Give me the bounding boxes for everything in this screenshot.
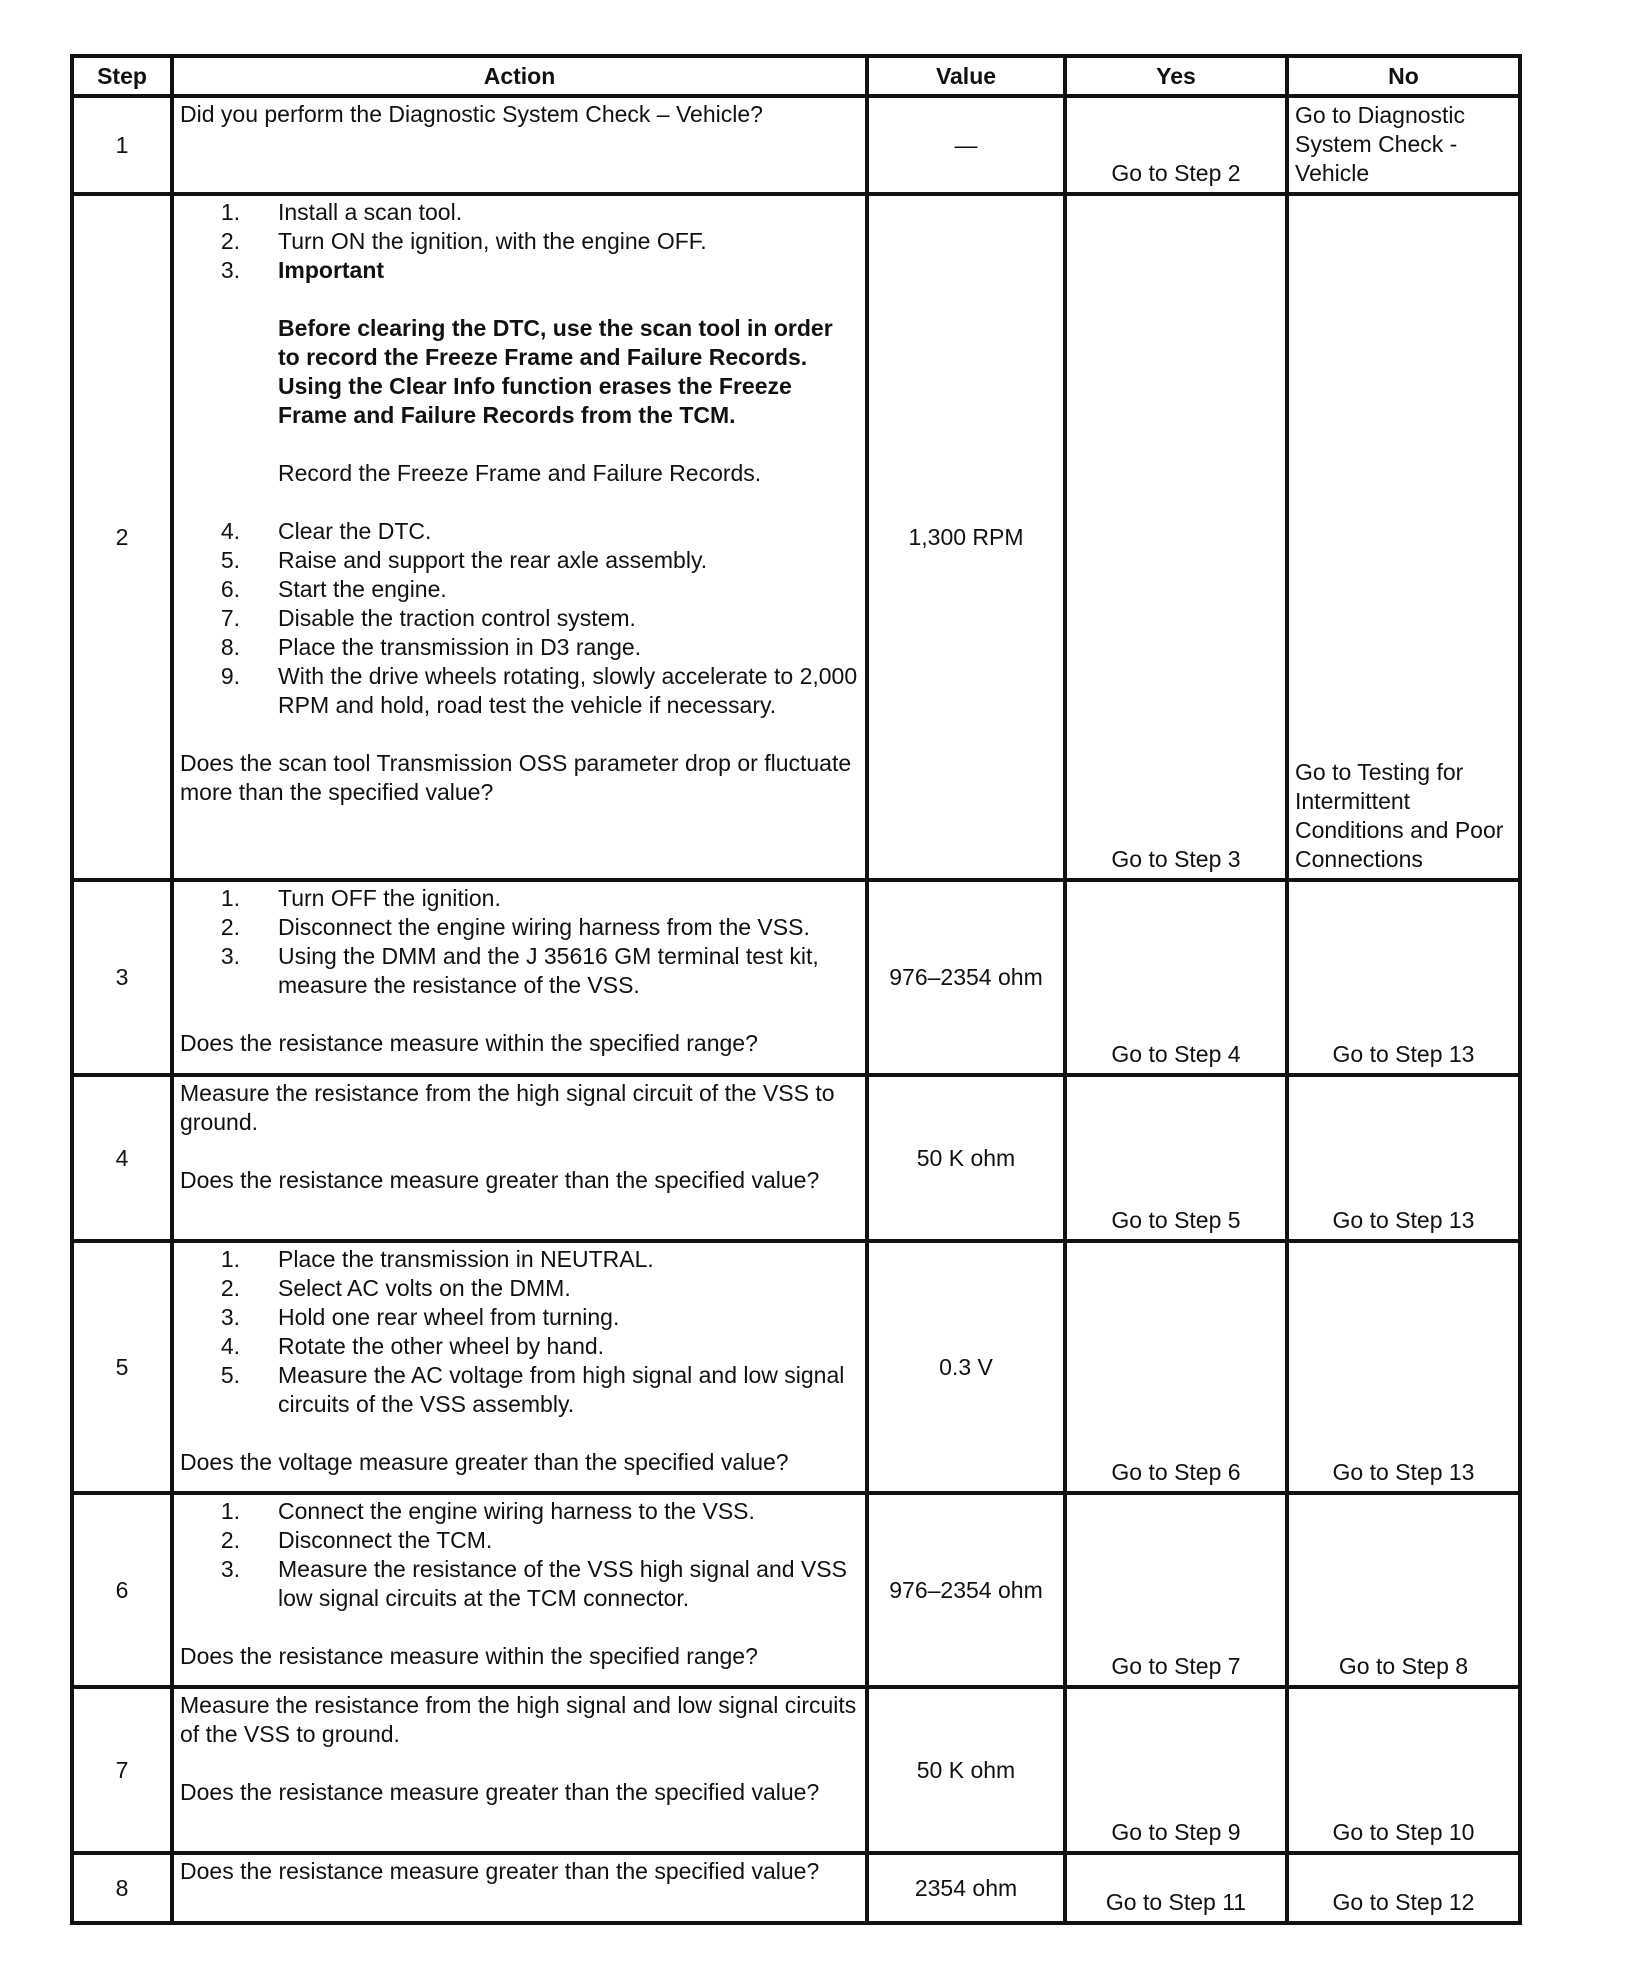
important-label: Important bbox=[278, 257, 385, 283]
no-cell: Go to Step 13 bbox=[1287, 1241, 1520, 1493]
action-cell bbox=[172, 1075, 867, 1241]
diagnostic-table-container bbox=[70, 54, 1518, 1925]
procedure-list bbox=[180, 517, 859, 720]
list-number: 1. bbox=[220, 1498, 240, 1524]
table-row bbox=[72, 1687, 1520, 1853]
action-cell bbox=[172, 1241, 867, 1493]
step-number: 2 bbox=[72, 194, 172, 880]
no-cell: Go to Diagnostic System Check - Vehicle bbox=[1287, 96, 1520, 194]
important-note: Before clearing the DTC, use the scan tool in order to record the Freeze Frame and Failure Records. Using the Clear Info function erases the Freeze Frame and Failure Records from the TCM. bbox=[278, 315, 833, 428]
list-text: Raise and support the rear axle assembly. bbox=[278, 547, 708, 573]
yes-cell: Go to Step 9 bbox=[1065, 1687, 1287, 1853]
no-cell: Go to Step 13 bbox=[1287, 1075, 1520, 1241]
list-number: 2. bbox=[220, 1275, 240, 1301]
action-question: Does the resistance measure within the specified range? bbox=[180, 1643, 758, 1669]
list-text: Rotate the other wheel by hand. bbox=[278, 1333, 605, 1359]
list-text: Disable the traction control system. bbox=[278, 605, 636, 631]
procedure-list bbox=[180, 1497, 859, 1613]
procedure-list bbox=[180, 198, 859, 285]
yes-cell: Go to Step 3 bbox=[1065, 194, 1287, 880]
list-item bbox=[180, 546, 859, 575]
list-item bbox=[180, 662, 859, 720]
list-item bbox=[180, 942, 859, 1000]
procedure-list bbox=[180, 884, 859, 1000]
no-cell: Go to Testing for Intermittent Conditions and Poor Connections bbox=[1287, 194, 1520, 880]
list-text: Place the transmission in NEUTRAL. bbox=[278, 1246, 654, 1272]
list-item bbox=[180, 517, 859, 546]
list-number: 3. bbox=[220, 1556, 240, 1582]
list-number: 5. bbox=[220, 547, 240, 573]
yes-cell: Go to Step 11 bbox=[1065, 1853, 1287, 1923]
table-row bbox=[72, 1493, 1520, 1687]
diagnostic-table bbox=[70, 54, 1522, 1925]
value-cell: — bbox=[867, 96, 1065, 194]
table-row bbox=[72, 1853, 1520, 1923]
action-cell bbox=[172, 1687, 867, 1853]
list-item bbox=[180, 604, 859, 633]
action-question: Does the resistance measure within the specified range? bbox=[180, 1030, 758, 1056]
action-cell bbox=[172, 96, 867, 194]
list-number: 8. bbox=[220, 634, 240, 660]
table-row bbox=[72, 1241, 1520, 1493]
list-item bbox=[180, 884, 859, 913]
step-number: 6 bbox=[72, 1493, 172, 1687]
step-number: 4 bbox=[72, 1075, 172, 1241]
step-number: 1 bbox=[72, 96, 172, 194]
value-cell: 2354 ohm bbox=[867, 1853, 1065, 1923]
step-number: 3 bbox=[72, 880, 172, 1075]
list-item bbox=[180, 256, 859, 285]
list-number: 7. bbox=[220, 605, 240, 631]
list-item bbox=[180, 1332, 859, 1361]
yes-cell: Go to Step 4 bbox=[1065, 880, 1287, 1075]
table-row bbox=[72, 96, 1520, 194]
value-cell: 976–2354 ohm bbox=[867, 880, 1065, 1075]
header-step: Step bbox=[72, 56, 172, 96]
list-text: Connect the engine wiring harness to the VSS. bbox=[278, 1498, 755, 1524]
no-cell: Go to Step 10 bbox=[1287, 1687, 1520, 1853]
yes-cell: Go to Step 2 bbox=[1065, 96, 1287, 194]
list-number: 2. bbox=[220, 1527, 240, 1553]
list-number: 2. bbox=[220, 228, 240, 254]
step-number: 8 bbox=[72, 1853, 172, 1923]
list-text: Measure the resistance of the VSS high signal and VSS low signal circuits at the TCM connector. bbox=[278, 1556, 847, 1611]
table-row bbox=[72, 1075, 1520, 1241]
list-text: Measure the AC voltage from high signal and low signal circuits of the VSS assembly. bbox=[278, 1362, 845, 1417]
action-question: Does the resistance measure greater than the specified value? bbox=[180, 1779, 820, 1805]
list-number: 2. bbox=[220, 914, 240, 940]
list-number: 5. bbox=[220, 1362, 240, 1388]
list-text: Disconnect the TCM. bbox=[278, 1527, 493, 1553]
no-cell: Go to Step 8 bbox=[1287, 1493, 1520, 1687]
list-number: 3. bbox=[220, 943, 240, 969]
list-text: Turn ON the ignition, with the engine OFF. bbox=[278, 228, 707, 254]
list-item bbox=[180, 913, 859, 942]
list-item bbox=[180, 198, 859, 227]
yes-cell: Go to Step 5 bbox=[1065, 1075, 1287, 1241]
action-cell bbox=[172, 1853, 867, 1923]
list-item bbox=[180, 575, 859, 604]
list-number: 1. bbox=[220, 199, 240, 225]
list-text: Place the transmission in D3 range. bbox=[278, 634, 642, 660]
list-number: 3. bbox=[220, 257, 240, 283]
action-question: Did you perform the Diagnostic System Check – Vehicle? bbox=[180, 101, 763, 127]
action-question: Does the resistance measure greater than the specified value? bbox=[180, 1167, 820, 1193]
header-yes: Yes bbox=[1065, 56, 1287, 96]
action-question: Does the voltage measure greater than the specified value? bbox=[180, 1449, 789, 1475]
table-row bbox=[72, 880, 1520, 1075]
list-number: 4. bbox=[220, 1333, 240, 1359]
list-item bbox=[180, 1245, 859, 1274]
list-number: 3. bbox=[220, 1304, 240, 1330]
no-cell: Go to Step 13 bbox=[1287, 880, 1520, 1075]
list-item bbox=[180, 1303, 859, 1332]
value-cell: 0.3 V bbox=[867, 1241, 1065, 1493]
list-item bbox=[180, 1555, 859, 1613]
list-text: With the drive wheels rotating, slowly accelerate to 2,000 RPM and hold, road test the vehicle if necessary. bbox=[278, 663, 858, 718]
list-number: 4. bbox=[220, 518, 240, 544]
action-instruction: Measure the resistance from the high signal circuit of the VSS to ground. bbox=[180, 1080, 835, 1135]
action-cell bbox=[172, 1493, 867, 1687]
list-item bbox=[180, 1274, 859, 1303]
header-no: No bbox=[1287, 56, 1520, 96]
value-cell: 976–2354 ohm bbox=[867, 1493, 1065, 1687]
list-item bbox=[180, 1526, 859, 1555]
action-cell bbox=[172, 194, 867, 880]
list-text: Disconnect the engine wiring harness from the VSS. bbox=[278, 914, 810, 940]
list-text: Select AC volts on the DMM. bbox=[278, 1275, 571, 1301]
list-text: Install a scan tool. bbox=[278, 199, 463, 225]
list-text: Start the engine. bbox=[278, 576, 447, 602]
value-cell: 50 K ohm bbox=[867, 1687, 1065, 1853]
header-row bbox=[72, 56, 1520, 96]
list-item bbox=[180, 633, 859, 662]
yes-cell: Go to Step 7 bbox=[1065, 1493, 1287, 1687]
no-cell: Go to Step 12 bbox=[1287, 1853, 1520, 1923]
value-cell: 1,300 RPM bbox=[867, 194, 1065, 880]
header-value: Value bbox=[867, 56, 1065, 96]
action-instruction: Measure the resistance from the high signal and low signal circuits of the VSS to ground. bbox=[180, 1692, 857, 1747]
action-question: Does the scan tool Transmission OSS parameter drop or fluctuate more than the specified value? bbox=[180, 750, 852, 805]
step-number: 7 bbox=[72, 1687, 172, 1853]
list-number: 1. bbox=[220, 885, 240, 911]
procedure-list bbox=[180, 1245, 859, 1419]
list-text: Hold one rear wheel from turning. bbox=[278, 1304, 620, 1330]
record-instruction: Record the Freeze Frame and Failure Records. bbox=[278, 460, 762, 486]
list-text: Using the DMM and the J 35616 GM terminal test kit, measure the resistance of the VSS. bbox=[278, 943, 819, 998]
list-text: Clear the DTC. bbox=[278, 518, 432, 544]
list-text: Turn OFF the ignition. bbox=[278, 885, 501, 911]
list-number: 1. bbox=[220, 1246, 240, 1272]
yes-cell: Go to Step 6 bbox=[1065, 1241, 1287, 1493]
header-action: Action bbox=[172, 56, 867, 96]
value-cell: 50 K ohm bbox=[867, 1075, 1065, 1241]
action-cell bbox=[172, 880, 867, 1075]
list-number: 6. bbox=[220, 576, 240, 602]
list-number: 9. bbox=[220, 663, 240, 689]
list-item bbox=[180, 227, 859, 256]
table-row bbox=[72, 194, 1520, 880]
list-item bbox=[180, 1497, 859, 1526]
list-item bbox=[180, 1361, 859, 1419]
action-question: Does the resistance measure greater than the specified value? bbox=[180, 1858, 820, 1884]
step-number: 5 bbox=[72, 1241, 172, 1493]
